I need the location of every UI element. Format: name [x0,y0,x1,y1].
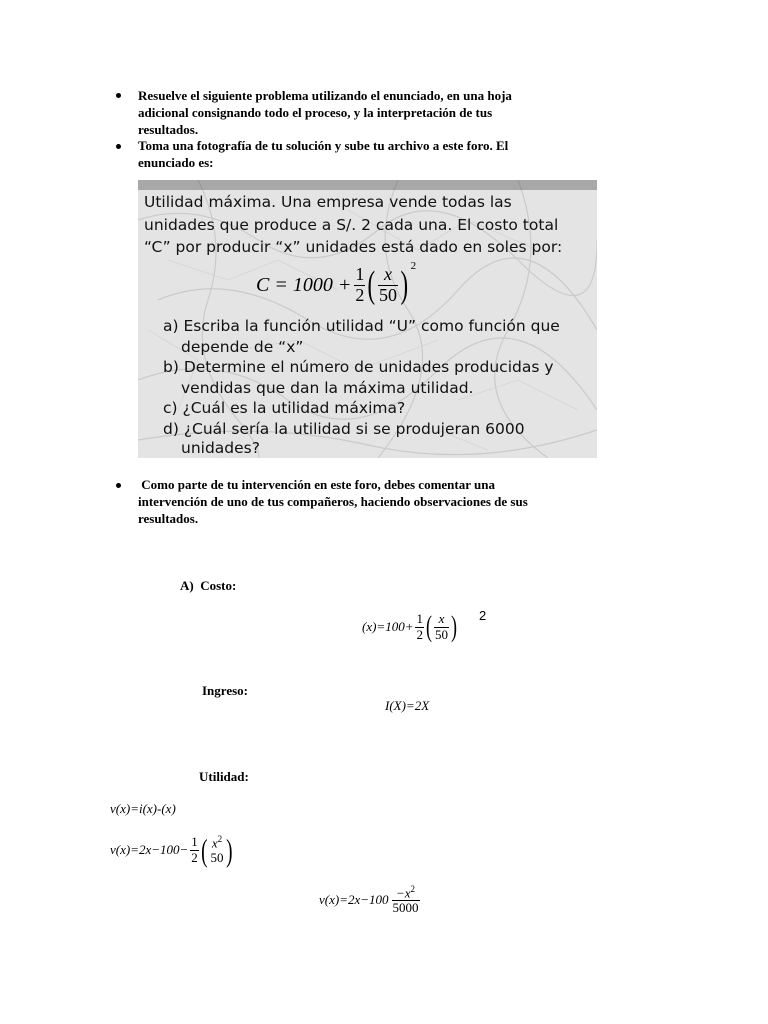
right-paren: ) [226,832,233,868]
problem-item-line: d) ¿Cuál sería la utilidad si se produjeran 6000 [163,420,525,438]
instruction-paragraph-1 [138,87,608,138]
instruction-paragraph-3 [138,476,618,527]
costo-exponent: 2 [479,608,487,623]
formula-fraction: $\frac{1}{2}$ [416,611,423,642]
problem-item-line: vendidas que dan la máxima utilidad. [181,379,474,397]
costo-formula [362,606,459,648]
problem-item-line: b) Determine el número de unidades producidas y [163,358,554,376]
utilidad-formula-1: v(x)=i(x)-(x) [110,801,176,816]
right-paren: ) [450,610,457,643]
ingreso-heading: Ingreso: [202,683,248,698]
problem-statement-image [138,180,597,458]
left-paren: ( [200,832,208,868]
problem-item-line: unidades? [181,439,260,457]
instruction-line: Como parte de tu intervención en este foro, debes comentar una [138,477,495,492]
formula-lhs: C = 1000 + [256,273,352,296]
instruction-line: intervención de uno de tus compañeros, haciendo observaciones de sus [138,494,528,509]
utilidad-formula-2 [110,828,235,872]
bullet-marker [116,144,121,149]
formula-inner-fraction: $x^2$ 50 [210,834,224,865]
instruction-line: enunciado es: [138,155,214,170]
formula-lhs: (x)=100+ [362,619,414,634]
problem-item-line: c) ¿Cuál es la utilidad máxima? [163,399,406,417]
cost-formula [256,258,416,312]
problem-item-line: depende de “x” [181,338,304,356]
problem-item-line: a) Escriba la función utilidad “U” como función que [163,317,560,335]
left-paren: ( [367,264,376,306]
formula-fraction: $\frac{1}{2}$ [355,263,365,305]
formula-lhs: v(x)=2x−100 [319,892,389,907]
formula-fraction: $\frac{1}{2}$ [191,834,198,865]
instruction-line: Toma una fotografía de tu solución y sube tu archivo a este foro. El [138,138,509,153]
formula-fraction: $\frac{-x^2}{5000}$ [392,883,419,916]
instruction-line: resultados. [138,122,199,137]
formula-inner-fraction: $\frac{x}{50}$ [434,611,448,642]
instruction-paragraph-2 [138,137,608,171]
problem-text-line: “C” por producir “x” unidades está dado en soles por: [144,238,563,256]
bullet-marker [116,93,121,98]
problem-text-line: unidades que produce a S/. 2 cada una. El costo total [144,216,559,234]
utilidad-formula-3 [319,880,420,920]
costo-heading: A) Costo: [180,578,237,593]
instruction-line: adicional consignando todo el proceso, y la interpretación de tus [138,105,493,120]
problem-text-line: Utilidad máxima. Una empresa vende todas las [144,193,512,211]
formula-inner-fraction: $\frac{x}{50}$ [379,263,397,305]
bullet-marker [116,483,121,488]
utilidad-heading: Utilidad: [199,769,249,784]
formula-lhs: v(x)=2x−100− [110,842,189,857]
instruction-line: resultados. [138,511,199,526]
right-paren: ) [400,264,409,306]
left-paren: ( [425,610,432,643]
instruction-line: Resuelve el siguiente problema utilizando el enunciado, en una hoja [138,88,512,103]
ingreso-formula: I(X)=2X [385,698,430,713]
formula-exponent: 2 [410,260,417,272]
